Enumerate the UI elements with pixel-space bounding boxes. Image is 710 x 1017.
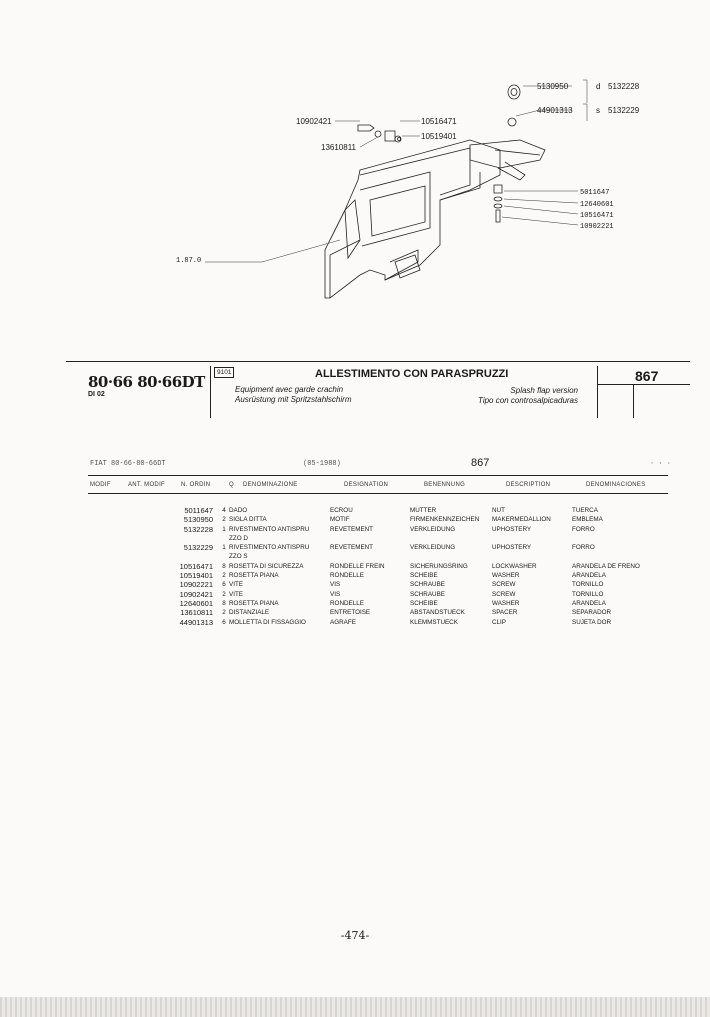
part-name-fr (330, 534, 410, 543)
part-name-en (492, 534, 572, 543)
col-n-ordin: N. ORDIN (181, 482, 211, 488)
callout-5130950: 5130950 (537, 82, 569, 91)
part-name-en: LOCKWASHER (492, 562, 537, 570)
table-row (88, 543, 662, 552)
header-divider-right (597, 366, 598, 418)
part-name-it: ZZO S (229, 553, 248, 561)
model-sub: DI 02 (88, 391, 105, 398)
part-name-en: SPACER (492, 609, 518, 617)
title-fr: Equipment avec garde crachin (235, 385, 344, 394)
table-row (88, 618, 662, 627)
callout-5011647: 5011647 (580, 189, 610, 197)
part-name-it: DISTANZIALE (229, 609, 270, 617)
table-row (88, 590, 662, 599)
table-row (88, 515, 662, 524)
part-name-de: SICHERUNGSRING (410, 562, 468, 570)
part-name-fr: VIS (330, 581, 341, 589)
assembly-ref: 1.87.0 (176, 257, 202, 265)
part-name-de: VERKLEIDUNG (410, 544, 456, 552)
part-name-fr: ENTRETOISE (330, 609, 371, 617)
part-name-it: DADO (229, 507, 248, 514)
part-qty: 4 (222, 507, 226, 514)
table-row (88, 552, 662, 561)
exploded-parts-diagram (0, 0, 710, 340)
part-number: 5011647 (184, 506, 213, 515)
title-en: Splash flap version (510, 386, 578, 395)
callout-marker-d: d (596, 82, 601, 91)
header-rule-page (597, 384, 690, 385)
col-en: DESCRIPTION (506, 482, 551, 488)
part-number: 10902421 (179, 589, 213, 599)
callout-44901313: 44901313 (537, 106, 573, 115)
table-row (88, 571, 662, 580)
callout-10516471: 10516471 (421, 117, 457, 126)
part-name-es: EMBLEMA (572, 516, 603, 524)
part-name-es: ARANDELA DE FRENO (572, 562, 640, 570)
part-name-fr: RONDELLE (330, 572, 364, 580)
model-name: 80·66 80·66DT (88, 373, 205, 391)
table-row (88, 525, 662, 534)
part-name-it: VITE (229, 590, 243, 598)
col-it: DENOMINAZIONE (243, 482, 298, 488)
part-qty: 6 (222, 618, 226, 626)
table-row (88, 580, 662, 589)
part-name-es: ARANDELA (572, 572, 606, 580)
col-q: Q (229, 482, 234, 488)
part-number: 13610811 (180, 608, 213, 618)
table-row (88, 534, 662, 543)
part-name-es: TORNILLO (572, 581, 604, 589)
part-name-es: FORRO (572, 525, 595, 533)
part-qty (219, 552, 229, 561)
header-divider-left (210, 366, 211, 418)
page-footer-number: -474- (340, 929, 370, 942)
table-row (88, 599, 662, 608)
part-number: 5130950 (183, 515, 213, 525)
part-name-en: UPHOSTERY (492, 525, 532, 533)
part-number (88, 534, 219, 543)
part-qty: 1 (222, 544, 226, 552)
part-number: 44901313 (179, 617, 213, 627)
part-name-de: MUTTER (410, 507, 437, 514)
part-name-de: SCHEIBE (410, 572, 438, 580)
callout-5132228: 5132228 (608, 82, 640, 91)
callout-10902421: 10902421 (296, 117, 332, 126)
part-name-fr: MOTIF (330, 516, 350, 524)
part-number: 10902221 (179, 580, 213, 590)
part-name-en: UPHOSTERY (492, 544, 532, 552)
part-name-fr: AGRAFE (330, 618, 356, 626)
header-rule-top (66, 361, 690, 362)
part-number: 10519401 (179, 571, 213, 581)
part-name-en: SCREW (492, 581, 516, 589)
col-modif: MODIF (90, 482, 111, 488)
part-name-de: FIRMENKENNZEICHEN (410, 516, 480, 524)
part-name-es: TUERCA (572, 507, 598, 514)
part-name-es: SEPARADOR (572, 609, 612, 617)
part-name-es: SUJETA DOR (572, 618, 612, 626)
col-ant-modif: ANT. MODIF (128, 482, 165, 488)
part-name-fr: RONDELLE (330, 599, 364, 607)
callout-5132229: 5132229 (608, 106, 640, 115)
part-number: 5132228 (183, 524, 213, 534)
page-number: 867 (635, 368, 659, 384)
table-row (88, 608, 662, 617)
part-name-fr: RONDELLE FREIN (330, 562, 385, 570)
part-name-en: CLIP (492, 618, 506, 626)
part-name-es: TORNILLO (572, 590, 604, 598)
part-name-es (572, 552, 662, 561)
part-name-es: FORRO (572, 544, 595, 552)
part-name-it: ROSETTA DI SICUREZZA (229, 562, 304, 570)
group-code: 9101 (214, 367, 234, 378)
parts-table (88, 506, 662, 627)
part-name-en: WASHER (492, 572, 520, 580)
part-qty (219, 534, 229, 543)
part-name-fr: REVETEMENT (330, 544, 374, 552)
part-qty: 6 (222, 581, 226, 589)
callout-10519401: 10519401 (421, 132, 457, 141)
part-qty: 8 (222, 562, 226, 570)
part-name-it: ROSETTA PIANA (229, 572, 279, 580)
callout-13610811: 13610811 (321, 143, 356, 152)
col-de: BENENNUNG (424, 482, 466, 488)
callout-12640601: 12640601 (580, 201, 614, 209)
table-rule-top (88, 475, 668, 476)
part-qty: 2 (222, 572, 226, 580)
part-name-it: ROSETTA PIANA (229, 599, 279, 607)
callout-10516471-b: 10516471 (580, 212, 614, 220)
part-name-it: RIVESTIMENTO ANTISPRU (229, 525, 310, 533)
part-name-de: SCHRAUBE (410, 590, 445, 598)
part-qty: 2 (222, 590, 226, 598)
part-name-de: ABSTANDSTUECK (410, 609, 465, 617)
part-number: 5132229 (183, 543, 213, 553)
part-number (88, 552, 219, 561)
part-name-en: NUT (492, 507, 505, 514)
table-model-line: FIAT 80-66-80-66DT (90, 460, 166, 468)
table-date: (05-1988) (303, 460, 341, 468)
part-qty: 8 (222, 599, 226, 607)
part-name-it: SIGLA DITTA (229, 516, 267, 524)
part-name-es (572, 534, 662, 543)
part-name-de (410, 534, 492, 543)
part-name-de: SCHEIBE (410, 599, 438, 607)
header-divider-page (633, 384, 634, 418)
part-name-fr (330, 552, 410, 561)
col-es: DENOMINACIONES (586, 482, 646, 488)
part-name-de: VERKLEIDUNG (410, 525, 456, 533)
part-name-it: ZZO D (229, 534, 248, 542)
part-number: 10516471 (179, 561, 213, 571)
table-row (88, 562, 662, 571)
col-fr: DESIGNATION (344, 482, 389, 488)
title-de: Ausrüstung mit Spritzstahlschirm (235, 395, 352, 404)
part-name-en: MAKERMEDALLION (492, 516, 551, 524)
part-name-fr: ECROU (330, 507, 353, 514)
table-section: 867 (471, 457, 490, 469)
part-name-en (492, 552, 572, 561)
table-row (88, 506, 662, 515)
part-qty: 2 (222, 609, 226, 617)
part-name-it: MOLLETTA DI FISSAGGIO (229, 618, 306, 626)
part-name-de: SCHRAUBE (410, 581, 445, 589)
splash-frame (325, 140, 500, 298)
part-name-it: VITE (229, 581, 243, 589)
table-mark: · · · (650, 460, 672, 468)
part-name-de (410, 552, 492, 561)
callout-marker-s: s (596, 106, 600, 115)
part-name-en: SCREW (492, 590, 516, 598)
table-rule-header (88, 493, 668, 494)
title-es: Tipo con controsalpicaduras (478, 396, 578, 405)
part-name-es: ARANDELA (572, 599, 606, 607)
part-name-fr: VIS (330, 590, 341, 598)
part-name-de: KLEMMSTUECK (410, 618, 458, 626)
part-qty: 1 (222, 525, 226, 533)
part-name-it: RIVESTIMENTO ANTISPRU (229, 544, 310, 552)
part-name-en: WASHER (492, 599, 520, 607)
part-qty: 2 (222, 516, 226, 524)
callout-10902221: 10902221 (580, 223, 614, 231)
scan-edge (0, 997, 710, 1017)
part-number: 12640601 (179, 598, 213, 608)
part-name-fr: REVETEMENT (330, 525, 374, 533)
page-title: ALLESTIMENTO CON PARASPRUZZI (315, 368, 509, 380)
